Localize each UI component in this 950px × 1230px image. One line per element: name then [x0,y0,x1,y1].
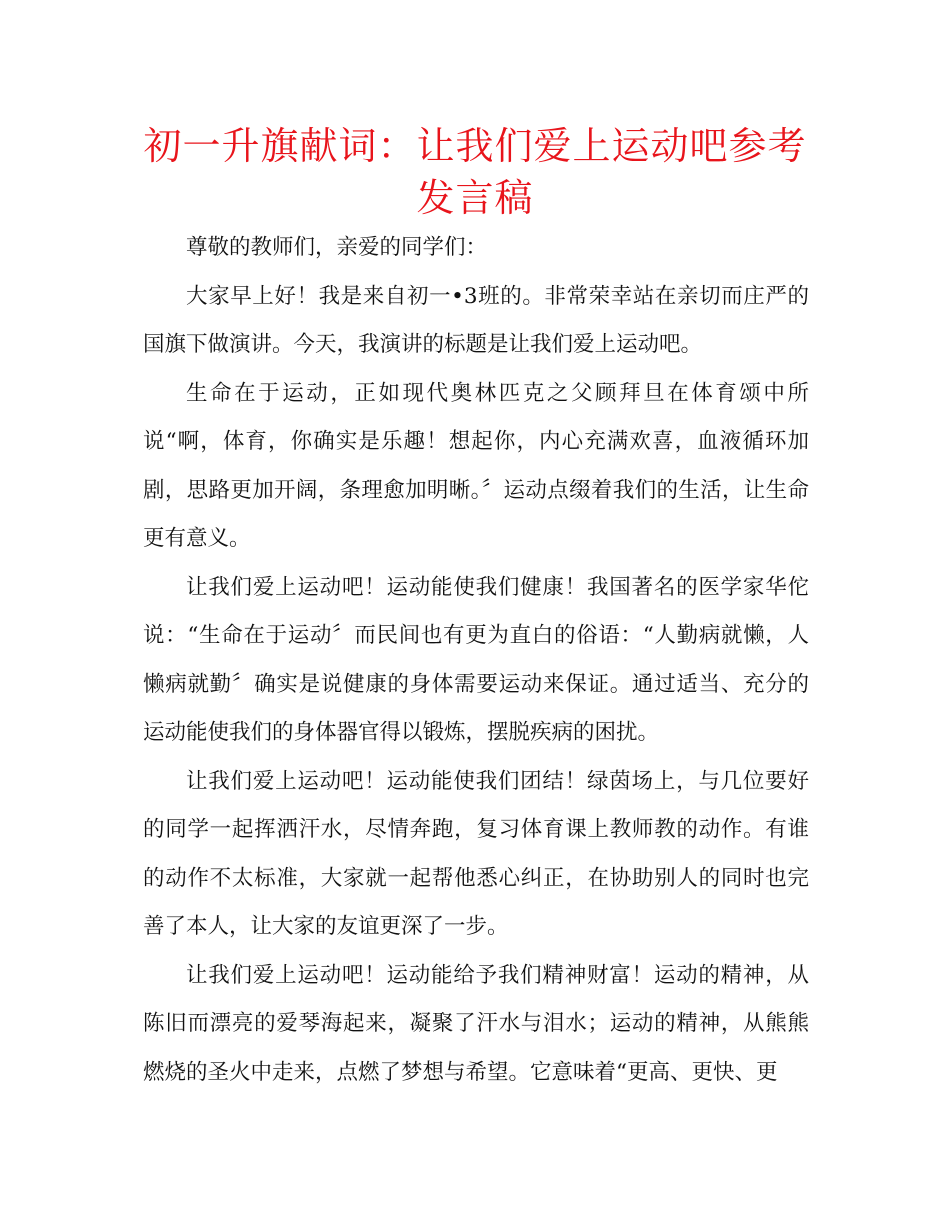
document-title: 初一升旗献词：让我们爱上运动吧参考发言稿 [143,124,807,220]
paragraph-unity: 让我们爱上运动吧！运动能使我们团结！绿茵场上，与几位要好的同学一起挥洒汗水，尽情奔跑，复习体育课上教师教的动作。有谁的动作不太标准，大家就一起帮他悉心纠正，在协助别人的同时也完善了本人，让大家的友谊更深了一步。 [143,768,809,939]
paragraph-greeting: 尊敬的教师们，亲爱的同学们： [186,235,488,260]
paragraph-health: 让我们爱上运动吧！运动能使我们健康！我国著名的医学家华佗说：“生命在于运动〞而民间也有更为直白的俗语：“人勤病就懒，人懒病就勤〞确实是说健康的身体需要运动来保证。通过适当、充分的运动能使我们的身体器官得以锻炼，摆脱疾病的困扰。 [143,574,809,745]
paragraph-spirit: 让我们爱上运动吧！运动能给予我们精神财富！运动的精神，从陈旧而漂亮的爱琴海起来，凝聚了汗水与泪水；运动的精神，从熊熊燃烧的圣火中走来，点燃了梦想与希望。它意味着“更高、更快、更 [143,962,809,1085]
paragraph-introduction: 大家早上好！我是来自初一•3班的。非常荣幸站在亲切而庄严的国旗下做演讲。今天，我演讲的标题是让我们爱上运动吧。 [143,283,809,357]
paragraph-life-in-motion: 生命在于运动，正如现代奥林匹克之父顾拜旦在体育颂中所说“啊，体育，你确实是乐趣！想起你，内心充满欢喜，血液循环加剧，思路更加开阔，条理愈加明晰。〞运动点缀着我们的生活，让生命更有意义。 [143,380,809,551]
document-body [143,224,809,1097]
